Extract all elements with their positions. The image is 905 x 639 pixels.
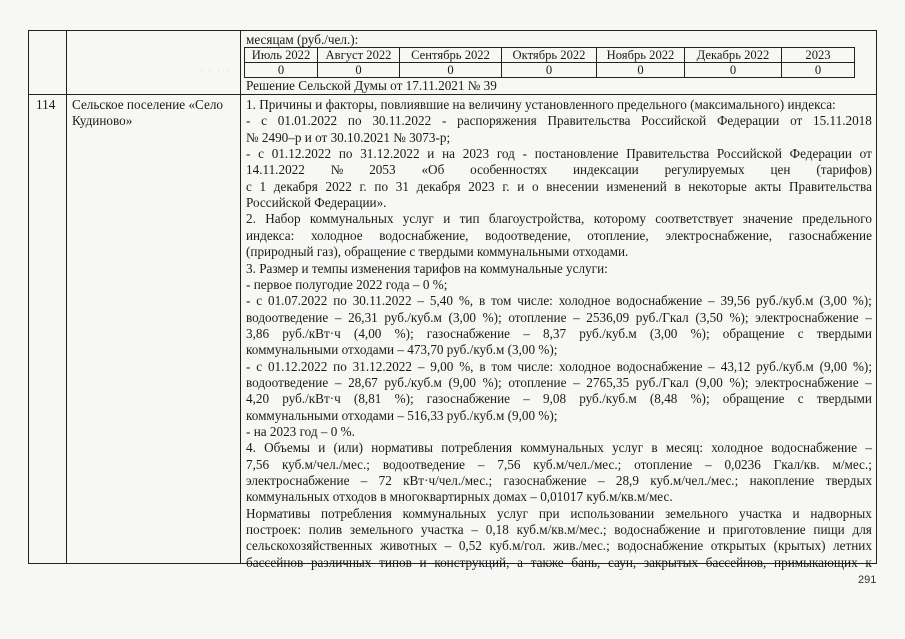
table-left-border [28, 30, 29, 564]
description-line: - с 01.12.2022 по 31.12.2022 – 9,00 %, в том числе: холодное водоснабжение – 43,12 руб./куб.м (9,00 %); [246, 358, 872, 374]
description-line: 4. Объемы и (или) нормативы потребления коммунальных услуг в месяц: холодное водоснабжение – [246, 440, 872, 456]
description-line: Нормативы потребления коммунальных услуг при использовании земельного участка и надворных [246, 505, 872, 521]
description-line: 1. Причины и факторы, повлиявшие на величину установленного предельного (максимального) индекса: [246, 97, 836, 112]
column-divider-2 [240, 30, 241, 564]
month-header: Декабрь 2022 [685, 48, 782, 63]
description-line: электроснабжение – 72 кВт·ч/чел./мес.; газоснабжение – 28,9 куб.м/чел./мес.; накопление твердых [246, 473, 872, 489]
description-line: Российской Федерации». [246, 195, 387, 211]
page-number: 291 [858, 574, 877, 586]
description-line: водоотведение – 26,31 руб./куб.м (3,00 %); отопление – 2536,09 руб./Гкал (3,50 %); электроснабжение – [246, 309, 872, 325]
month-header: Ноябрь 2022 [597, 48, 685, 63]
description-line: 7,56 куб.м/чел./мес.; водоотведение – 7,56 куб.м/чел./мес.; отопление – 0,0236 Гкал/кв. м/мес.; [246, 456, 872, 472]
month-value: 0 [502, 63, 597, 78]
month-header: Октябрь 2022 [502, 48, 597, 63]
month-value: 0 [245, 63, 318, 78]
month-header: Сентябрь 2022 [400, 48, 502, 63]
table-top-border [28, 30, 876, 31]
month-value: 0 [597, 63, 685, 78]
month-header: Июль 2022 [245, 48, 318, 63]
month-value: 0 [318, 63, 400, 78]
settlement-name-line2: Кудиново» [72, 113, 133, 128]
row-divider [28, 94, 876, 95]
description-line: 2. Набор коммунальных услуг и тип благоустройства, которому соответствует значение предельного [246, 211, 872, 227]
description-line: - на 2023 год – 0 %. [246, 424, 355, 439]
months-table [244, 47, 855, 78]
month-value: 0 [782, 63, 855, 78]
months-value-row [245, 63, 855, 78]
description-line: коммунальными отходами – 516,33 руб./куб.м (9,00 %); [246, 407, 558, 423]
month-value: 0 [685, 63, 782, 78]
table-right-border [876, 30, 877, 564]
settlement-name-line1: Сельское поселение «Село [72, 97, 224, 112]
description-line: коммунальных отходов в многоквартирных домах – 0,01017 куб.м/кв.м/мес. [246, 489, 673, 505]
description-line: - с 01.01.2022 по 30.11.2022 - распоряжения Правительства Российской Федерации от 15.11.2018 [246, 113, 872, 129]
description-line: № 2490–р и от 30.10.2021 № 3073-р; [246, 129, 451, 145]
description-line: бассейнов различных типов и конструкций, а также бань, саун, закрытых бассейнов, примыкающих к [246, 554, 872, 570]
column-divider-1 [66, 30, 67, 564]
description-line: 3. Размер и темпы изменения тарифов на коммунальные услуги: [246, 260, 608, 276]
description-line: с 1 декабря 2022 г. по 31 декабря 2023 г. и о внесении изменений в некоторые акты Правительства [246, 178, 872, 194]
month-value: 0 [400, 63, 502, 78]
description-line: - первое полугодие 2022 года – 0 %; [246, 276, 448, 292]
row-number: 114 [36, 97, 56, 112]
description-line: - с 01.12.2022 по 31.12.2022 и на 2023 год - постановление Правительства Российской Федерации от [246, 146, 872, 162]
decision-text: Решение Сельской Думы от 17.11.2021 № 39 [246, 78, 497, 93]
description-line: - с 01.07.2022 по 30.11.2022 – 5,40 %, в том числе: холодное водоснабжение – 39,56 руб./куб.м (3,00 %); [246, 293, 872, 309]
description-line: 4,20 руб./кВт·ч (8,81 %); газоснабжение – 9,08 руб./куб.м (8,48 %); обращение с твердыми [246, 391, 872, 407]
description-line: построек: полив земельного участка – 0,18 куб.м/кв.м/мес.; водоснабжение и приготовление пищи для [246, 522, 872, 538]
description-line: 14.11.2022 № 2053 «Об особенностях индексации регулируемых цен (тарифов) [246, 162, 872, 178]
month-header: Август 2022 [318, 48, 400, 63]
months-header-row [245, 48, 855, 63]
description-line: сельскохозяйственных животных – 0,52 куб.м/гол. жив./мес.; водоснабжение открытых (крытых) летних [246, 538, 872, 554]
description-line: 3,86 руб./кВт·ч (4,00 %); газоснабжение – 8,37 руб./куб.м (3,00 %); обращение с твердыми [246, 325, 872, 341]
scan-smudge: · · · · [200, 66, 231, 75]
month-header: 2023 [782, 48, 855, 63]
description-line: (природный газ), обращение с твердыми коммунальными отходами. [246, 244, 629, 260]
header-fragment: месяцам (руб./чел.): [246, 32, 359, 47]
description-line: водоотведение – 28,67 руб./куб.м (9,00 %); отопление – 2765,35 руб./Гкал (9,00 %); электроснабжение – [246, 374, 872, 390]
description-line: коммунальными отходами – 473,70 руб./куб.м (3,00 %); [246, 342, 558, 358]
description-line: индекса: холодное водоснабжение, водоотведение, отопление, электроснабжение, газоснабжение [246, 227, 872, 243]
